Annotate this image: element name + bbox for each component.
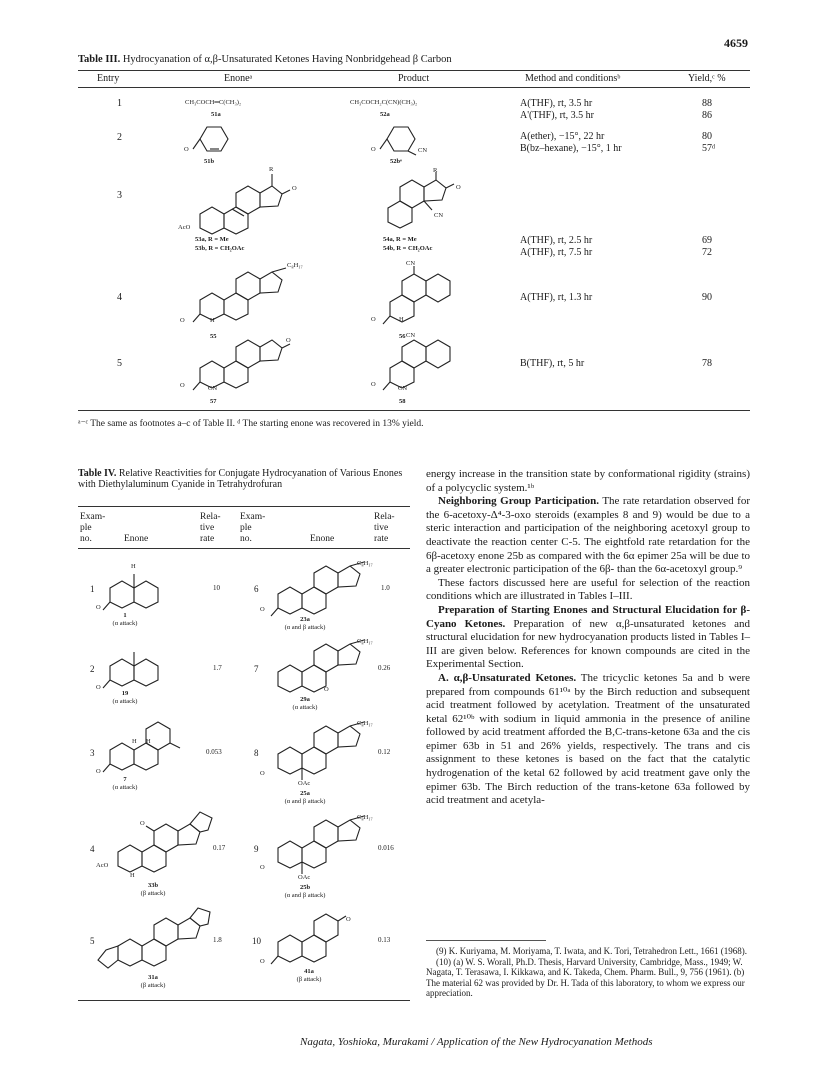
table4-header-example: Exam- ple no.	[240, 512, 266, 544]
steroid-ketal-33b-structure	[108, 806, 218, 874]
octalone-19-structure	[100, 648, 170, 692]
table3-product-label: 52bᵉ	[390, 158, 402, 165]
table4-attack-label: (α attack)	[112, 698, 138, 705]
table4-compound-label: 31a	[148, 974, 158, 981]
table4-header-example: Exam- ple no.	[80, 512, 106, 544]
table4-compound-label: 7	[123, 776, 127, 783]
acetoxy-label: AcO	[96, 862, 109, 869]
table3-entry: 5	[117, 358, 122, 369]
table4-example-no: 8	[254, 748, 259, 758]
hydrogen-label: H	[130, 872, 135, 879]
table3-method: A(THF), rt, 7.5 hr	[520, 247, 593, 258]
table3-yield: 80	[702, 131, 712, 142]
table3-yield: 90	[702, 292, 712, 303]
table4-rate: 0.12	[378, 748, 391, 756]
table3-caption	[78, 54, 452, 65]
table4-attack-label: (β attack)	[140, 890, 166, 897]
steroid-enone-53-structure	[190, 168, 300, 234]
table3-product-label: 56	[399, 333, 406, 340]
table3-header-method: Method and conditionsᵇ	[525, 73, 621, 84]
decalone-1-structure	[100, 566, 170, 610]
table4-compound-label: 25a	[300, 790, 310, 797]
carbonyl-oxygen-label: O	[260, 770, 265, 777]
acetoxy-label: OAc	[298, 874, 311, 881]
running-footer: Nagata, Yoshioka, Murakami / Application of the New Hydrocyanation Methods	[300, 1036, 653, 1048]
table3-header-enone: Enoneᵃ	[224, 73, 253, 84]
side-chain-label: C₈H₁₇	[357, 638, 373, 645]
table3-header-yield: Yield,ᶜ %	[688, 73, 726, 84]
acetoxy-enone-25a-structure	[268, 722, 378, 782]
table3-entry: 4	[117, 292, 122, 303]
table3-product-label: 54b, R = CH₂OAc	[383, 245, 433, 252]
side-chain-label: C₈H₁₇	[287, 262, 303, 269]
table3-enone-label: 55	[210, 333, 217, 340]
reference-item: (10) (a) W. S. Worall, Ph.D. Thesis, Harvard University, Cambridge, Mass., 1949; W. Nagata, T. Terasawa, I. Kikkawa, and K. Takeda, Chem. Pharm. Bull., 9, 756 (1961). (b) The material 62 was provided by Dr. H. Tada of this laboratory, to whom we express our appreciation.	[426, 956, 745, 998]
table4-caption-text: Relative Reactivities for Conjugate Hydrocyanation of Various Enones with Diethylaluminum Cyanide in Tetrahydrofuran	[78, 468, 403, 490]
table3-product-label: 52a	[380, 111, 390, 118]
table4-header-rule	[78, 548, 410, 549]
table4-example-no: 3	[90, 748, 95, 758]
cyanocyclohexanone-structure	[382, 123, 422, 159]
table3-method: A(THF), rt, 2.5 hr	[520, 235, 593, 246]
table4-rate: 0.26	[378, 664, 391, 672]
cyano-enone-57-structure	[190, 336, 300, 390]
cyano-label: CN	[406, 332, 416, 339]
table3-yield: 72	[702, 247, 712, 258]
table4-attack-label: (α attack)	[112, 784, 138, 791]
table4-compound-label: 19	[121, 690, 129, 697]
table4-attack-label: (α attack)	[292, 704, 318, 711]
table4-example-no: 2	[90, 664, 95, 674]
carbonyl-oxygen-label: O	[371, 381, 376, 388]
table3-method: A(THF), rt, 3.5 hr	[520, 98, 593, 109]
side-chain-label: C₈H₁₇	[357, 560, 373, 567]
table4-header-rate: Rela- tive rate	[374, 512, 395, 544]
cyclohexenone-structure	[195, 123, 235, 159]
paragraph-text: The rate retardation observed for the 6-acetoxy-Δ⁴-3-oxo steroids (examples 8 and 9) would be due to a steric interaction and participation of the neighboring acetoxyl group to deactivate the reaction center C-5. The eightfold rate retardation for the 6β-acetoxy enone 25b as compared with the 6α epimer 25a will be due to a greater electronic participation of the 6β- than the 6α-acetoxyl group.⁹	[426, 495, 750, 576]
table3-enone-label: 51a	[211, 111, 221, 118]
acetoxy-label: AcO	[178, 224, 191, 231]
section-heading: Neighboring Group Participation.	[438, 495, 600, 508]
table3-yield: 86	[702, 110, 712, 121]
tricyclic-enone-41a-structure	[268, 914, 368, 966]
table4-attack-label: (β attack)	[296, 976, 322, 983]
table3-enone-label: 51b	[204, 158, 215, 165]
table4-example-no: 6	[254, 584, 259, 594]
side-chain-label: C₈H₁₇	[357, 720, 373, 727]
table4-header-rate: Rela- tive rate	[200, 512, 221, 544]
cyano-label: CN	[398, 385, 408, 392]
body-paragraph: energy increase in the transition state by conformational rigidity (strains) of a polycyclic system.¹ᵇ	[426, 468, 750, 494]
table3-bottom-rule	[78, 410, 750, 411]
table4-rate: 1.7	[213, 664, 222, 672]
table4-rate: 0.016	[378, 844, 394, 852]
table3-footnote: ᵃ⁻ᶜ The same as footnotes a–c of Table II. ᵈ The starting enone was recovered in 13% yield.	[78, 419, 424, 429]
hydrogen-label: H	[146, 738, 151, 745]
tricyclic-enone-7-structure	[100, 726, 190, 776]
table3-entry: 2	[117, 132, 122, 143]
reference-item: (9) K. Kuriyama, M. Moriyama, T. Iwata, and K. Tori, Tetrahedron Lett., 1661 (1968).	[436, 946, 747, 956]
carbonyl-oxygen-label: O	[96, 684, 101, 691]
carbonyl-oxygen-label: O	[371, 146, 376, 153]
cyano-label: CN	[208, 385, 218, 392]
paragraph-text: The tricyclic ketones 5a and b were prepared from compounds 61¹⁰ᵃ by the Birch reduction and subsequent acid treatment followed by acetylation. Treatment of the unsaturated ketal 62¹⁰ᵇ with sodium in liquid ammonia in the presence of aniline followed by acid treatment afforded the B,C-trans-ketone 63a and the cis epimer 63b in 51 and 26% yields, respectively. The trans and cis assignment to these ketones is based on the fact that the catalytic hydrogenation of the ketal 62 followed by acid treatment gave only the epimer 63b. The Birch reduction of the trans-ketone 63a followed by acid treatment and acetyla-	[426, 671, 750, 807]
carbonyl-oxygen-label: O	[260, 958, 265, 965]
r-group-label: R	[433, 167, 438, 174]
table4-attack-label: (α attack)	[112, 620, 138, 627]
acetoxy-label: OAc	[298, 780, 311, 787]
table4-rate: 0.13	[378, 936, 391, 944]
steroid-enone-23a-structure	[268, 562, 378, 618]
table4-compound-label: 25b	[299, 884, 311, 891]
carbonyl-oxygen-label: O	[96, 604, 101, 611]
carbonyl-oxygen-label: O	[260, 606, 265, 613]
side-chain-label: C₈H₁₇	[357, 814, 373, 821]
table3-yield: 78	[702, 358, 712, 369]
table3-product-formula: CH₃COCH₂C(CN)(CH₃)₂	[350, 99, 418, 106]
acetoxy-enone-25b-structure	[268, 816, 378, 876]
table4-compound-label: 41a	[304, 968, 314, 975]
hydrogen-label: H	[132, 738, 137, 745]
carbonyl-oxygen-label: O	[184, 146, 189, 153]
table3-product-label: 58	[399, 398, 406, 405]
ketone-oxygen-label: O	[286, 337, 291, 344]
table4-header-enone: Enone	[124, 534, 149, 544]
ketone-oxygen-label: O	[456, 184, 461, 191]
table4-attack-label: (α and β attack)	[284, 892, 326, 899]
cyano-label: CN	[434, 212, 444, 219]
table3-yield: 88	[702, 98, 712, 109]
table4-top-rule	[78, 506, 410, 507]
table4-compound-label: 1	[123, 612, 127, 619]
table3-entry: 3	[117, 190, 122, 201]
table3-enone-label: 57	[210, 398, 217, 405]
ketone-oxygen-label: O	[140, 820, 145, 827]
carbonyl-oxygen-label: O	[260, 864, 265, 871]
table4-rate: 1.0	[381, 584, 390, 592]
page-number: 4659	[724, 36, 748, 50]
carbonyl-oxygen-label: O	[180, 317, 185, 324]
table4-rate: 0.17	[213, 844, 226, 852]
section-heading: A. α,β-Unsaturated Ketones.	[438, 671, 577, 684]
ketone-oxygen-label: O	[292, 185, 297, 192]
table4-compound-label: 33b	[147, 882, 159, 889]
cyano-label: CN	[418, 147, 428, 154]
steroid-enone-29a-structure	[268, 640, 378, 696]
cyano-steroid-56-structure	[380, 268, 480, 324]
table4-rate: 1.8	[213, 936, 222, 944]
table3-caption-label: Table III.	[78, 54, 121, 65]
table4-attack-label: (α and β attack)	[284, 624, 326, 631]
body-paragraph	[426, 495, 750, 577]
table4-rate: 0.053	[206, 748, 222, 756]
table3-entry: 1	[117, 98, 122, 109]
table3-enone-label: 53b, R = CH₂OAc	[195, 245, 245, 252]
body-paragraph: These factors discussed here are useful for selection of the reaction conditions which are illustrated in Tables I–III.	[426, 576, 750, 603]
table4-rate: 10	[213, 584, 220, 592]
hydrogen-label: H	[399, 316, 404, 323]
table4-example-no: 7	[254, 664, 259, 674]
table3-method: B(bz–hexane), −15°, 1 hr	[520, 143, 622, 154]
table3-enone-label: 53a, R = Me	[195, 236, 229, 243]
carbonyl-oxygen-label: O	[180, 382, 185, 389]
cyano-ketone-54-structure	[378, 170, 468, 230]
table3-method: A(ether), −15°, 22 hr	[520, 131, 605, 142]
r-group-label: R	[269, 166, 274, 173]
table3-header-entry: Entry	[97, 73, 120, 84]
table3-enone-formula: CH₃COCH═C(CH₃)₂	[185, 99, 242, 106]
body-text-column	[426, 468, 750, 808]
carbonyl-oxygen-label: O	[371, 316, 376, 323]
dicyano-58-structure	[380, 336, 480, 390]
table4-compound-label: 23a	[300, 616, 310, 623]
table4-attack-label: (α and β attack)	[284, 798, 326, 805]
carbonyl-oxygen-label: O	[324, 686, 329, 693]
table3-product-label: 54a, R = Me	[383, 236, 417, 243]
table4-caption-label: Table IV.	[78, 468, 117, 479]
hydrogen-label: H	[210, 317, 215, 324]
table3-top-rule	[78, 70, 750, 71]
body-paragraph	[426, 672, 750, 808]
table3-yield: 57ᵈ	[702, 143, 716, 154]
table4-attack-label: (β attack)	[140, 982, 166, 989]
table4-example-no: 10	[252, 936, 261, 946]
footnote-rule	[426, 940, 546, 941]
table4-header-enone: Enone	[310, 534, 335, 544]
table4-caption	[78, 468, 418, 490]
table3-method: A(THF), rt, 1.3 hr	[520, 292, 593, 303]
cyano-label: CN	[406, 260, 416, 267]
ketone-oxygen-label: O	[346, 916, 351, 923]
paragraph-text: Preparation of new α,β-unsaturated ketones and structural elucidation for new hydrocyanation products listed in Tables I–III are given below. References for known compounds are cited in the Experimental Section.	[426, 617, 750, 671]
table3-header-rule	[78, 87, 750, 88]
body-paragraph	[426, 604, 750, 672]
table4-example-no: 5	[90, 936, 95, 946]
table3-method: A'(THF), rt, 3.5 hr	[520, 110, 595, 121]
table4-bottom-rule	[78, 1000, 410, 1001]
carbonyl-oxygen-label: O	[96, 768, 101, 775]
steroid-enone-55-structure	[190, 262, 310, 322]
reference-list	[426, 946, 750, 999]
table4-example-no: 1	[90, 584, 95, 594]
bisketal-31a-structure	[96, 908, 216, 972]
section-heading: Preparation of Starting Enones and Structural Elucidation for β-Cyano Ketones.	[426, 603, 750, 630]
table3-yield: 69	[702, 235, 712, 246]
table3-method: B(THF), rt, 5 hr	[520, 358, 585, 369]
table3-caption-text: Hydrocyanation of α,β-Unsaturated Ketones Having Nonbridgehead β Carbon	[122, 54, 452, 65]
hydrogen-label: H	[131, 563, 136, 570]
table4-example-no: 9	[254, 844, 259, 854]
table3-header-product: Product	[398, 73, 430, 84]
table4-example-no: 4	[90, 844, 95, 854]
table4-compound-label: 29a	[300, 696, 310, 703]
